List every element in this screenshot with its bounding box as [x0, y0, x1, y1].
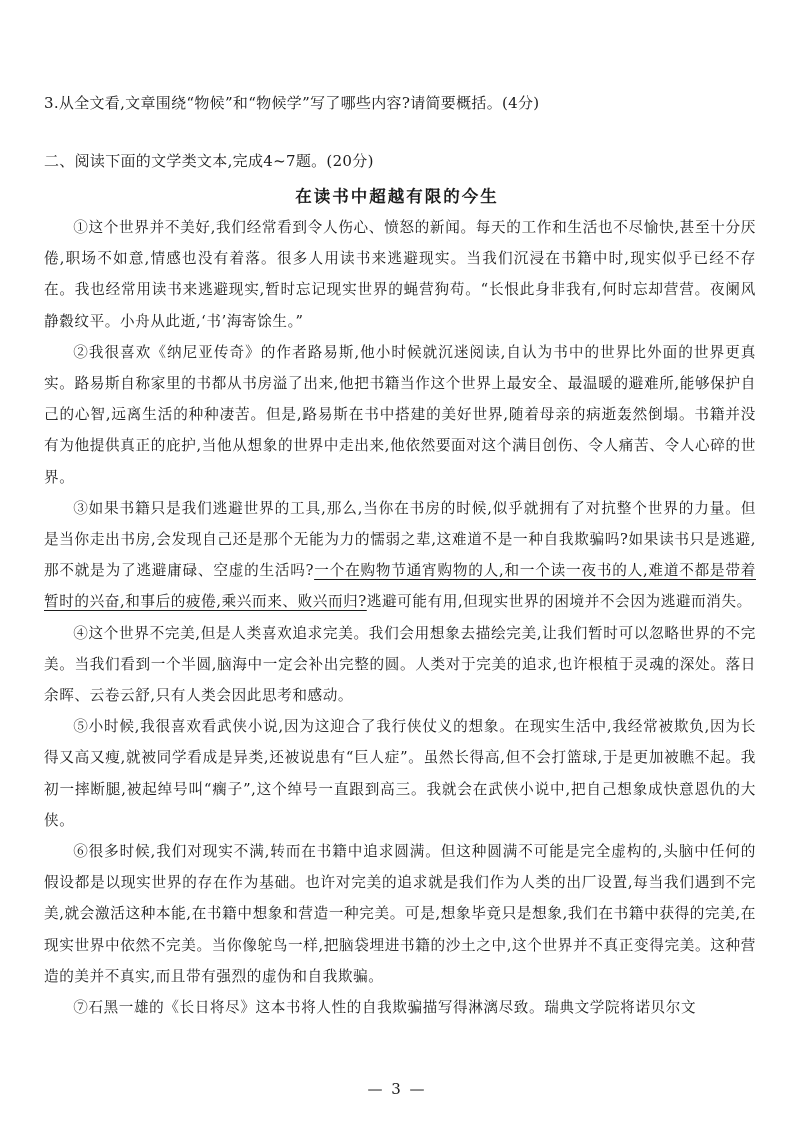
paragraph-5: ⑤小时候,我很喜欢看武侠小说,因为这迎合了我行侠仗义的想象。在现实生活中,我经常被欺负,因为长得又高又瘦,就被同学看成是异类,还被说患有“巨人症”。虽然长得高,但不会打篮球,于是更加被瞧不起。我初一摔断腿,被起绰号叫“瘸子”,这个绰号一直跟到高三。我就会在武侠小说中,把自己想象成快意恩仇的大侠。: [44, 718, 756, 829]
paragraph-6: ⑥很多时候,我们对现实不满,转而在书籍中追求圆满。但这种圆满不可能是完全虚构的,头脑中任何的假设都是以现实世界的存在作为基础。也许对完美的追求就是我们作为人类的出厂设置,每当我们遇到不完美,就会激活这种本能,在书籍中想象和营造一种完美。可是,想象毕竟只是想象,我们在书籍中获得的完美,在现实世界中依然不完美。当你像鸵鸟一样,把脑袋埋进书籍的沙土之中,这个世界并不真正变得完美。这种营造的美并不真实,而且带有强烈的虚伪和自我欺骗。: [44, 843, 756, 985]
paragraph-3-end: 逃避可能有用,但现实世界的困境并不会因为逃避而消失。: [366, 593, 752, 611]
section-heading: 二、阅读下面的文学类文本,完成4~7题。(20分): [44, 152, 374, 170]
article-body: [44, 212, 756, 1023]
underlined-sentence: 一个在购物节通宵购物的人,和一个读一夜书的人,难道不都是带着暂时的兴奋,和事后的疲倦,乘兴而来、败兴而归?: [44, 562, 756, 611]
paragraph-3-start: ③如果书籍只是我们逃避世界的工具,那么,当你在书房的时候,似乎就拥有了对抗整个世界的力量。但是当你走出书房,会发现自己还是那个无能为力的懦弱之辈,这难道不是一种自我欺骗吗?如果读书只是逃避,那不就是为了逃避庸碌、空虚的生活吗?: [44, 499, 756, 580]
page-number: — 3 —: [367, 1080, 427, 1098]
paragraph-7: ⑦石黑一雄的《长日将尽》这本书将人性的自我欺骗描写得淋漓尽致。瑞典文学院将诺贝尔文: [73, 999, 697, 1017]
paragraph-3: [44, 493, 756, 618]
paragraph-2: ②我很喜欢《纳尼亚传奇》的作者路易斯,他小时候就沉迷阅读,自认为书中的世界比外面的世界更真实。路易斯自称家里的书都从书房溢了出来,他把书籍当作这个世界上最安全、最温暖的避难所,能够保护自己的心智,远离生活的种种凄苦。但是,路易斯在书中搭建的美好世界,随着母亲的病逝轰然倒塌。书籍并没有为他提供真正的庇护,当他从想象的世界中走出来,他依然要面对这个满目创伤、令人痛苦、令人心碎的世界。: [44, 343, 756, 486]
paragraph-4: ④这个世界不完美,但是人类喜欢追求完美。我们会用想象去描绘完美,让我们暂时可以忽略世界的不完美。当我们看到一个半圆,脑海中一定会补出完整的圆。人类对于完美的追求,也许根植于灵魂的深处。落日余晖、云卷云舒,只有人类会因此思考和感动。: [44, 624, 756, 705]
paragraph-1: ①这个世界并不美好,我们经常看到令人伤心、愤怒的新闻。每天的工作和生活也不尽愉快,甚至十分厌倦,职场不如意,情感也没有着落。很多人用读书来逃避现实。当我们沉浸在书籍中时,现实似乎已经不存在。我也经常用读书来逃避现实,暂时忘记现实世界的蝇营狗苟。“长恨此身非我有,何时忘却营营。夜阑风静縠纹平。小舟从此逝,‘书’海寄馀生。”: [44, 219, 756, 330]
question-3: 3.从全文看,文章围绕“物候”和“物候学”写了哪些内容?请简要概括。(4分): [44, 94, 540, 112]
article-title: 在读书中超越有限的今生: [295, 187, 499, 206]
